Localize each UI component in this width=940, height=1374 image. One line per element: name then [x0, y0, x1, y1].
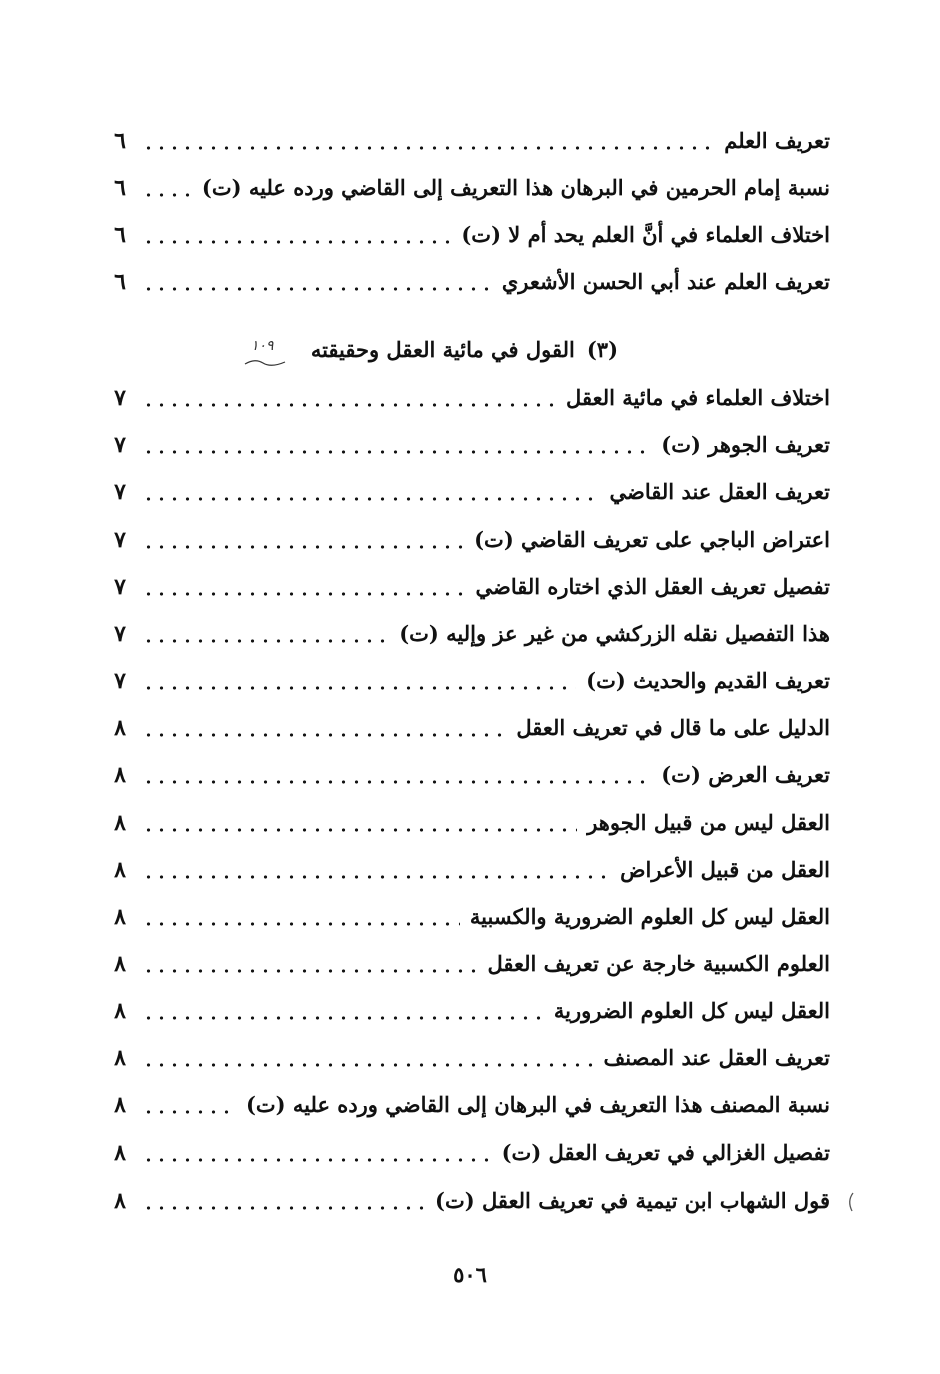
dot-leader: [142, 286, 492, 292]
toc-entry-title: الدليل على ما قال في تعريف العقل: [516, 715, 830, 740]
toc-entry-page: ٧: [114, 479, 126, 505]
toc-entry-page: ٦: [114, 128, 126, 154]
dot-leader: [142, 685, 576, 691]
toc-entry: [108, 611, 830, 657]
toc-entry: [108, 941, 830, 987]
toc-entry: [108, 752, 830, 798]
toc-entry-page: ٨: [114, 810, 126, 836]
toc-entry-page: ٨: [114, 1045, 126, 1071]
toc-entry-page: ٨: [114, 1188, 126, 1214]
toc-entry-title: تعريف الجوهر (ت): [661, 432, 830, 457]
toc-entry-title: العلوم الكسبية خارجة عن تعريف العقل: [487, 951, 830, 976]
dot-leader: [142, 968, 477, 974]
toc-entry-page: ٧: [114, 527, 126, 553]
dot-leader: [142, 779, 651, 785]
dot-leader: [142, 192, 192, 198]
toc-entry-title: تفصيل تعريف العقل الذي اختاره القاضي: [475, 574, 830, 599]
toc-entry-title: تعريف العلم: [724, 128, 830, 153]
toc-entry-title: اختلاف العلماء في أنَّ العلم يحد أم لا (ت): [461, 222, 830, 247]
toc-entry-title: العقل من قبيل الأعراض: [620, 857, 830, 882]
toc-entry-title: العقل ليس كل العلوم الضرورية: [553, 998, 830, 1023]
toc-entry-page: ٦: [114, 222, 126, 248]
toc-entry-page: ٨: [114, 762, 126, 788]
section-number: (٣): [586, 336, 618, 362]
toc-entry: [108, 1178, 830, 1224]
toc-entry: [108, 1082, 830, 1128]
toc-entry: [108, 259, 830, 305]
dot-leader: [142, 1109, 236, 1115]
toc-entry: [108, 165, 830, 211]
toc-entry-page: ٨: [114, 998, 126, 1024]
toc-entry: [108, 212, 830, 258]
page-number: ٥٠٦: [453, 1262, 487, 1287]
toc-entry: [108, 658, 830, 704]
toc-entry: [108, 1035, 830, 1081]
toc-entry: [108, 705, 830, 751]
toc-entry: [108, 422, 830, 468]
section-heading: [311, 326, 618, 372]
toc-entry-title: تعريف العقل عند القاضي: [609, 479, 830, 504]
toc-entry-page: ٨: [114, 1140, 126, 1166]
toc-entry-page: ٦: [114, 269, 126, 295]
toc-entry-page: ٦: [114, 175, 126, 201]
toc-entry-page: ٧: [114, 668, 126, 694]
toc-entry-page: ٨: [114, 857, 126, 883]
toc-entry: [108, 517, 830, 563]
toc-entry-title: اختلاف العلماء في مائية العقل: [566, 385, 830, 410]
toc-entry: [108, 375, 830, 421]
margin-mark-icon: [844, 1191, 856, 1213]
toc-entry-page: ٧: [114, 574, 126, 600]
dot-leader: [142, 449, 651, 455]
dot-leader: [142, 145, 714, 151]
toc-entry-title: قول الشهاب ابن تيمية في تعريف العقل (ت): [435, 1188, 830, 1213]
dot-leader: [142, 239, 451, 245]
dot-leader: [142, 874, 610, 880]
toc-entry: [108, 469, 830, 515]
toc-entry: [108, 988, 830, 1034]
dot-leader: [142, 638, 389, 644]
toc-entry-title: اعتراض الباجي على تعريف القاضي (ت): [474, 527, 830, 552]
toc-entry-title: نسبة المصنف هذا التعريف في البرهان إلى القاضي ورده عليه (ت): [245, 1092, 830, 1117]
dot-leader: [142, 1015, 544, 1021]
toc-entry: [108, 1130, 830, 1176]
dot-leader: [142, 402, 556, 408]
toc-entry-page: ٨: [114, 951, 126, 977]
toc-entry-page: ٧: [114, 621, 126, 647]
toc-entry-page: ٧: [114, 432, 126, 458]
section-title: القول في مائية العقل وحقيقته: [310, 336, 575, 362]
toc-entry: [108, 118, 830, 164]
dot-leader: [142, 921, 460, 927]
dot-leader: [142, 1062, 593, 1068]
toc-entry-title: تعريف العقل عند المصنف: [603, 1045, 830, 1070]
toc-entry-page: ٧: [114, 385, 126, 411]
handwritten-ref-text: ١٠٩: [251, 338, 274, 354]
toc-entry-title: تفصيل الغزالي في تعريف العقل (ت): [501, 1140, 830, 1165]
toc-entry-title: تعريف القديم والحديث (ت): [586, 668, 830, 693]
dot-leader: [142, 732, 506, 738]
dot-leader: [142, 544, 464, 550]
toc-entry: [108, 564, 830, 610]
toc-entry-title: تعريف العلم عند أبي الحسن الأشعري: [501, 269, 830, 294]
dot-leader: [142, 591, 466, 597]
toc-entry-title: العقل ليس كل العلوم الضرورية والكسبية: [469, 904, 830, 929]
dot-leader: [142, 827, 577, 833]
handwritten-page-ref: [243, 334, 287, 374]
toc-entry-title: تعريف العرض (ت): [661, 762, 830, 787]
toc-entry-page: ٨: [114, 904, 126, 930]
toc-entry-page: ٨: [114, 715, 126, 741]
toc-entry: [108, 800, 830, 846]
toc-entry: [108, 847, 830, 893]
dot-leader: [142, 1157, 492, 1163]
dot-leader: [142, 1205, 425, 1211]
toc-entry-title: نسبة إمام الحرمين في البرهان هذا التعريف إلى القاضي ورده عليه (ت): [201, 175, 830, 200]
dot-leader: [142, 496, 600, 502]
toc-entry-title: هذا التفصيل نقله الزركشي من غير عز وإليه (ت): [399, 621, 830, 646]
toc-entry: [108, 894, 830, 940]
toc-entry-title: العقل ليس من قبيل الجوهر: [587, 810, 830, 835]
handwritten-underline-icon: [243, 354, 287, 370]
toc-entry-page: ٨: [114, 1092, 126, 1118]
